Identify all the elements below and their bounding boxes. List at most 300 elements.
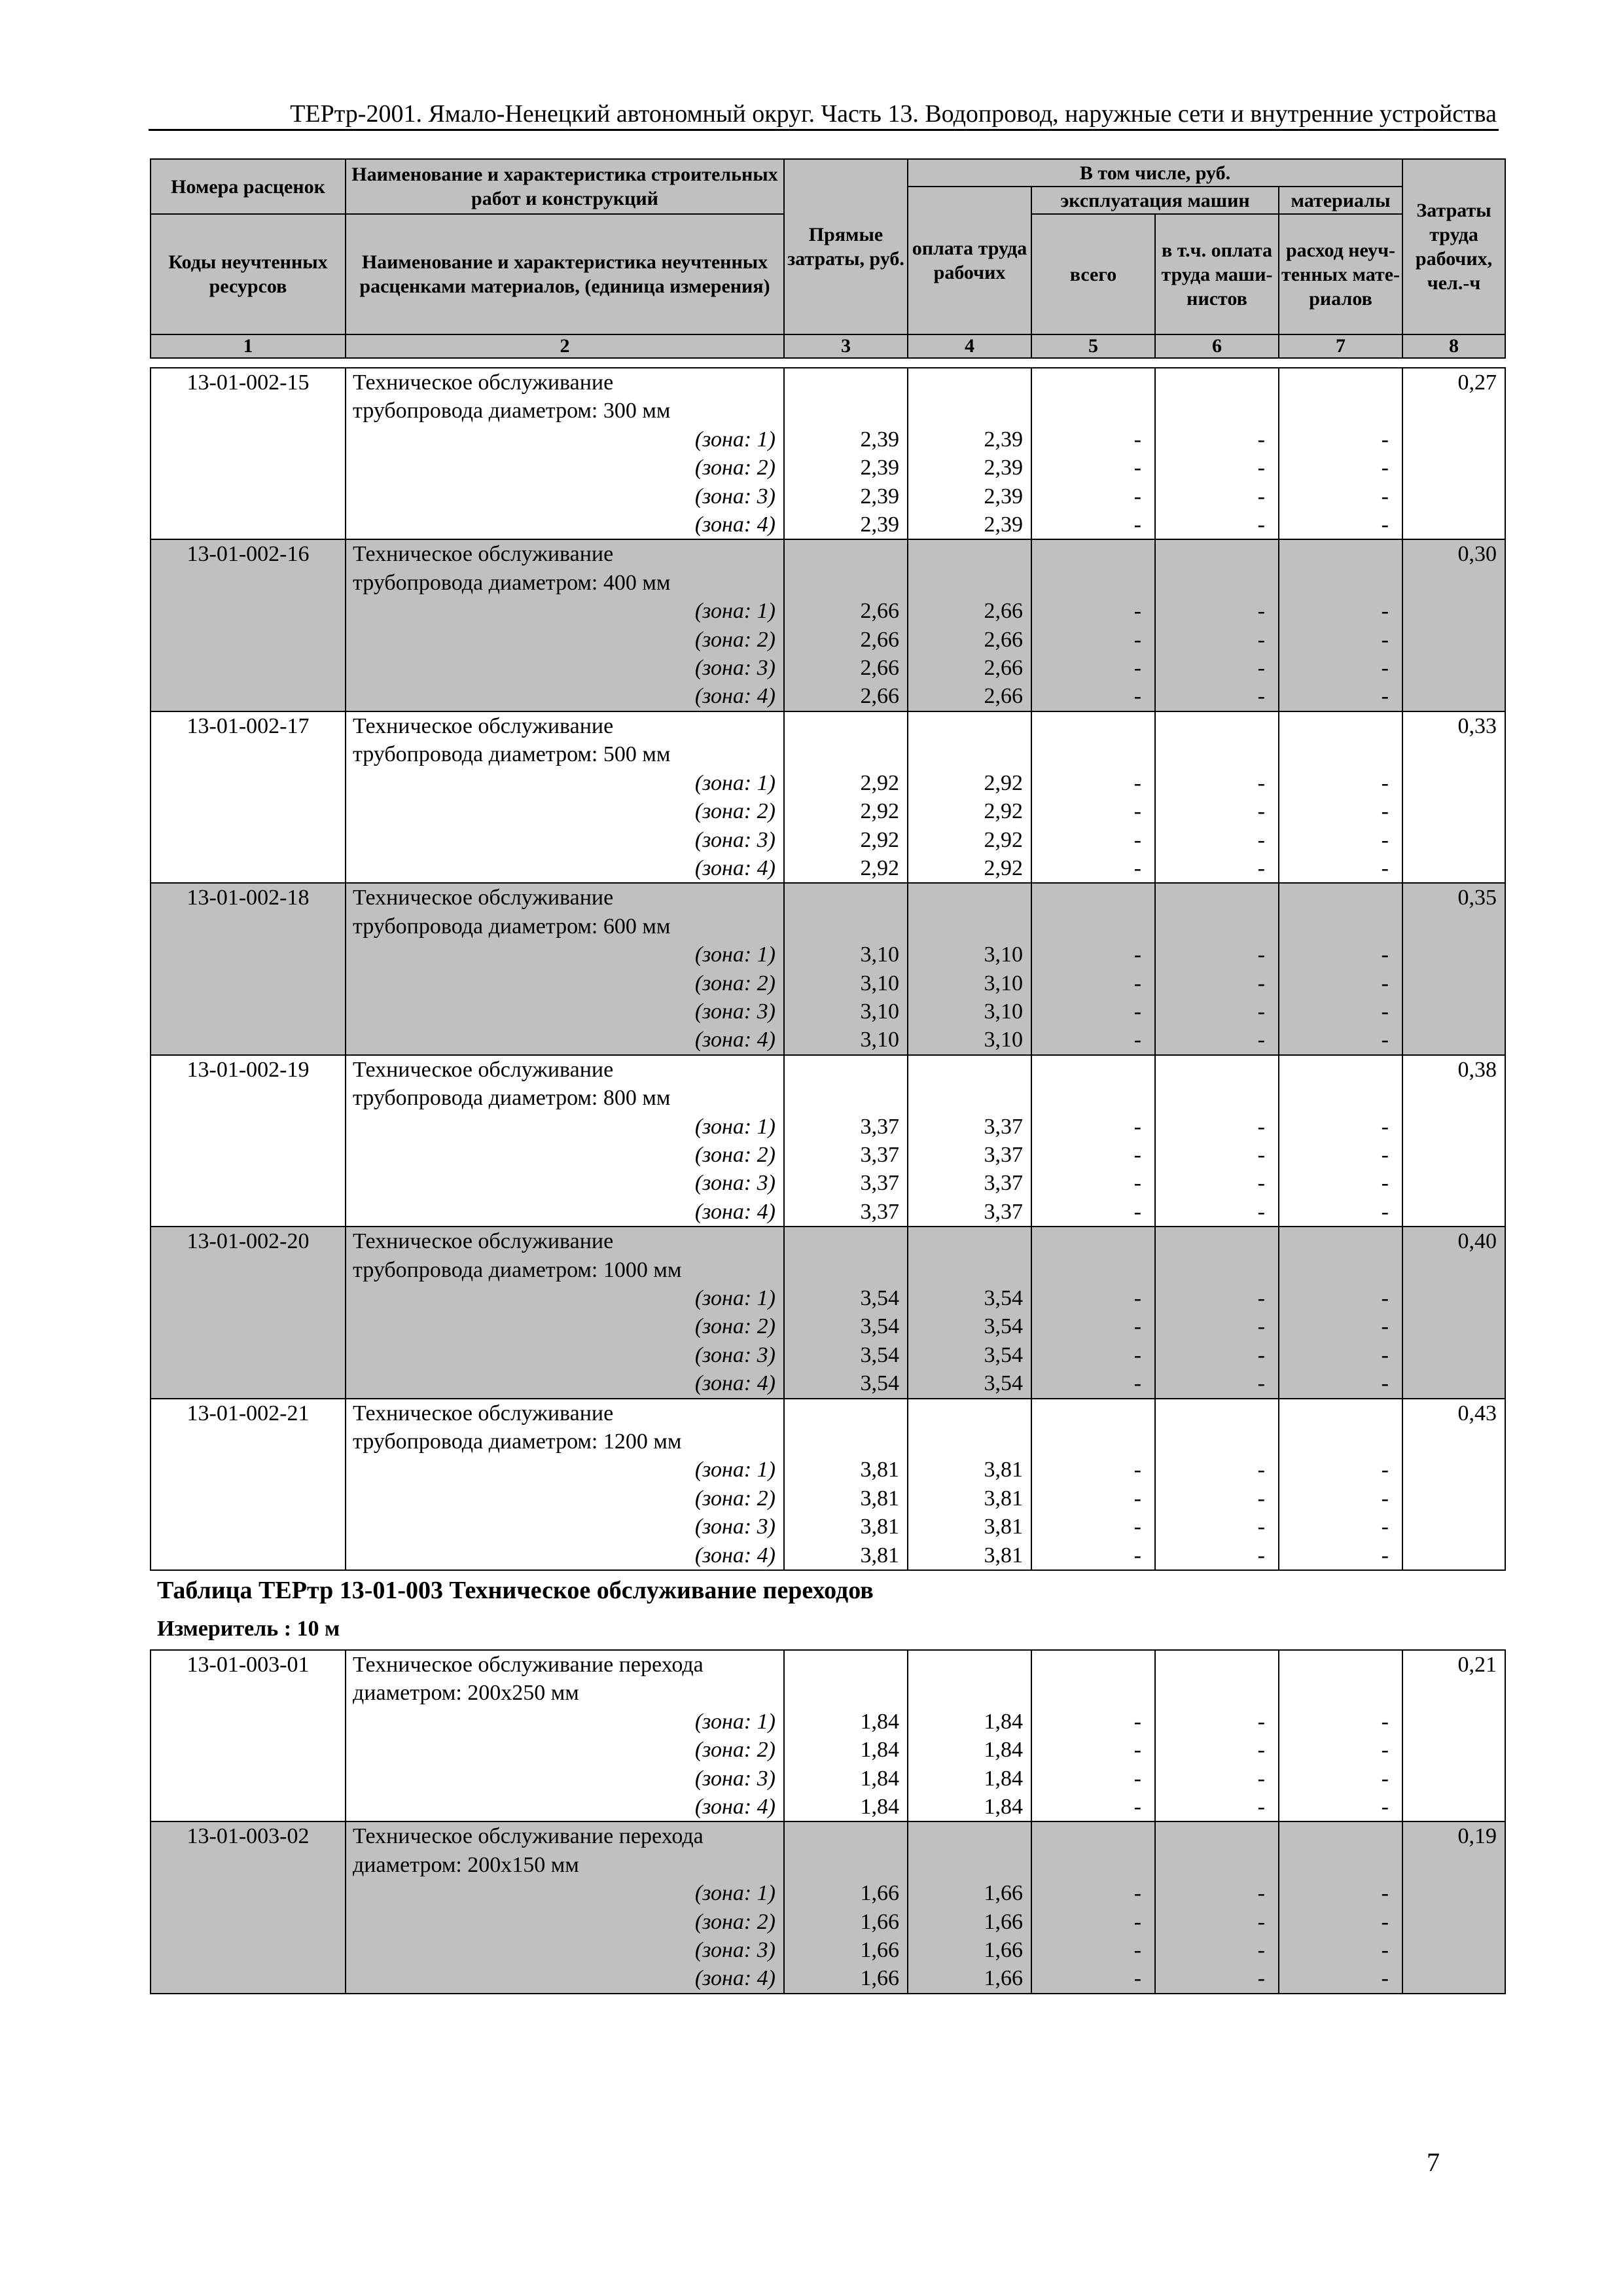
direct-cost-value: 1,66 [784,1964,908,1993]
zone-label: (зона: 4) [346,511,784,539]
zone-label: (зона: 1) [346,1456,784,1484]
rate-name-line2: трубопровода диаметром: 800 мм [346,1084,784,1112]
worker-pay-value: 3,54 [908,1341,1031,1369]
rate-name-line2: трубопровода диаметром: 300 мм [346,397,784,425]
machines-total-value: - [1031,682,1155,711]
col-total: всего [1031,214,1155,334]
worker-pay-value: 2,92 [908,826,1031,854]
worker-pay-value: 2,66 [908,682,1031,711]
unaccounted-materials-value: - [1279,1141,1402,1169]
empty-cell [908,1399,1031,1456]
empty-cell [1155,1227,1279,1284]
worker-pay-value: 2,66 [908,654,1031,682]
rate-code: 13-01-002-16 [151,539,346,711]
col-materials: материалы [1279,187,1402,214]
machines-total-value: - [1031,454,1155,482]
unaccounted-materials-value: - [1279,1284,1402,1312]
worker-pay-value: 3,10 [908,1026,1031,1054]
direct-cost-value: 1,66 [784,1908,908,1936]
machinist-pay-value: - [1155,1369,1279,1398]
machines-total-value: - [1031,626,1155,654]
machinist-pay-value: - [1155,1456,1279,1484]
rate-name-line2: диаметром: 200х250 мм [346,1679,784,1707]
rate-name-line2: трубопровода диаметром: 400 мм [346,569,784,597]
unaccounted-materials-value: - [1279,1169,1402,1197]
machines-total-value: - [1031,797,1155,825]
col-number: 5 [1031,334,1155,358]
rate-code: 13-01-002-21 [151,1399,346,1570]
rate-row [151,1650,1505,1821]
rate-name-line1: Техническое обслуживание [346,883,784,912]
machinist-pay-value: - [1155,511,1279,539]
worker-pay-value: 3,37 [908,1141,1031,1169]
unaccounted-materials-value: - [1279,1198,1402,1227]
empty-cell [1031,1650,1155,1708]
direct-cost-value: 2,66 [784,654,908,682]
empty-cell [1031,883,1155,941]
rate-name-line1: Техническое обслуживание [346,539,784,568]
worker-pay-value: 2,92 [908,797,1031,825]
machinist-pay-value: - [1155,1513,1279,1541]
rate-row [151,1227,1505,1398]
labor-cost: 0,40 [1402,1227,1505,1398]
unaccounted-materials-value: - [1279,1908,1402,1936]
zone-label: (зона: 2) [346,1484,784,1513]
empty-cell [1155,539,1279,597]
machines-total-value: - [1031,941,1155,969]
machines-total-value: - [1031,1169,1155,1197]
unaccounted-materials-value: - [1279,1312,1402,1340]
rate-name-line2: трубопровода диаметром: 500 мм [346,740,784,768]
machines-total-value: - [1031,1936,1155,1964]
worker-pay-value: 1,84 [908,1736,1031,1764]
empty-cell [1031,1399,1155,1456]
machinist-pay-value: - [1155,654,1279,682]
empty-cell [908,1055,1031,1113]
rate-code: 13-01-003-02 [151,1821,346,1993]
zone-label: (зона: 4) [346,1964,784,1993]
machines-total-value: - [1031,654,1155,682]
col-number: 2 [346,334,784,358]
zone-label: (зона: 3) [346,997,784,1026]
zone-label: (зона: 2) [346,1736,784,1764]
machines-total-value: - [1031,1793,1155,1821]
zone-label: (зона: 1) [346,1113,784,1141]
machinist-pay-value: - [1155,482,1279,511]
zone-label: (зона: 4) [346,854,784,883]
unaccounted-materials-value: - [1279,1484,1402,1513]
zone-label: (зона: 4) [346,1541,784,1570]
worker-pay-value: 3,54 [908,1312,1031,1340]
unaccounted-materials-value: - [1279,1113,1402,1141]
direct-cost-value: 2,92 [784,854,908,883]
machinist-pay-value: - [1155,1736,1279,1764]
worker-pay-value: 2,39 [908,482,1031,511]
machines-total-value: - [1031,769,1155,797]
zone-label: (зона: 3) [346,654,784,682]
labor-cost: 0,43 [1402,1399,1505,1570]
empty-cell [784,1227,908,1284]
worker-pay-value: 3,10 [908,941,1031,969]
direct-cost-value: 1,84 [784,1765,908,1793]
machinist-pay-value: - [1155,1793,1279,1821]
empty-cell [1279,1821,1402,1879]
rate-code: 13-01-002-15 [151,368,346,539]
worker-pay-value: 1,66 [908,1964,1031,1993]
zone-label: (зона: 2) [346,626,784,654]
machinist-pay-value: - [1155,941,1279,969]
zone-label: (зона: 2) [346,454,784,482]
machines-total-value: - [1031,1736,1155,1764]
machines-total-value: - [1031,1484,1155,1513]
direct-cost-value: 1,66 [784,1879,908,1907]
zone-label: (зона: 3) [346,1765,784,1793]
rates-table-13-01-002 [150,367,1506,1571]
zone-label: (зона: 1) [346,597,784,625]
rate-row [151,1399,1505,1570]
rate-name-line1: Техническое обслуживание [346,368,784,397]
worker-pay-value: 1,84 [908,1765,1031,1793]
zone-label: (зона: 2) [346,969,784,997]
worker-pay-value: 2,66 [908,626,1031,654]
unaccounted-materials-value: - [1279,654,1402,682]
machines-total-value: - [1031,1312,1155,1340]
col-number: 7 [1279,334,1402,358]
col-number: 3 [784,334,908,358]
unaccounted-materials-value: - [1279,597,1402,625]
machinist-pay-value: - [1155,1484,1279,1513]
worker-pay-value: 3,37 [908,1198,1031,1227]
unaccounted-materials-value: - [1279,1936,1402,1964]
zone-label: (зона: 2) [346,797,784,825]
machines-total-value: - [1031,1708,1155,1736]
direct-cost-value: 2,39 [784,425,908,454]
machines-total-value: - [1031,482,1155,511]
zone-label: (зона: 1) [346,1708,784,1736]
direct-cost-value: 1,84 [784,1736,908,1764]
direct-cost-value: 3,37 [784,1141,908,1169]
worker-pay-value: 2,66 [908,597,1031,625]
labor-cost: 0,35 [1402,883,1505,1054]
col-unaccounted-materials: расход неуч- тенных мате- риалов [1279,214,1402,334]
machinist-pay-value: - [1155,597,1279,625]
machinist-pay-value: - [1155,969,1279,997]
empty-cell [1155,1399,1279,1456]
direct-cost-value: 1,84 [784,1793,908,1821]
zone-label: (зона: 1) [346,941,784,969]
empty-cell [1279,1055,1402,1113]
unaccounted-materials-value: - [1279,1765,1402,1793]
measure-unit: Измеритель : 10 м [157,1617,340,1641]
direct-cost-value: 3,10 [784,1026,908,1054]
empty-cell [784,711,908,769]
empty-cell [784,368,908,425]
direct-cost-value: 3,54 [784,1369,908,1398]
machinist-pay-value: - [1155,1198,1279,1227]
machinist-pay-value: - [1155,1708,1279,1736]
col-number: 4 [908,334,1031,358]
direct-cost-value: 3,81 [784,1456,908,1484]
zone-label: (зона: 2) [346,1908,784,1936]
labor-cost: 0,21 [1402,1650,1505,1821]
col-material-name: Наименование и характеристика неучтенных расценками материалов, (единица измерения) [346,214,784,334]
worker-pay-value: 3,81 [908,1513,1031,1541]
machinist-pay-value: - [1155,1169,1279,1197]
worker-pay-value: 3,81 [908,1456,1031,1484]
machines-total-value: - [1031,1908,1155,1936]
empty-cell [1155,1821,1279,1879]
worker-pay-value: 3,54 [908,1369,1031,1398]
direct-cost-value: 3,37 [784,1169,908,1197]
empty-cell [1155,711,1279,769]
direct-cost-value: 3,10 [784,941,908,969]
rate-row [151,368,1505,539]
direct-cost-value: 2,39 [784,454,908,482]
worker-pay-value: 2,92 [908,854,1031,883]
direct-cost-value: 2,39 [784,511,908,539]
unaccounted-materials-value: - [1279,682,1402,711]
empty-cell [784,1650,908,1708]
empty-cell [1279,883,1402,941]
machines-total-value: - [1031,1541,1155,1570]
direct-cost-value: 2,92 [784,769,908,797]
machines-total-value: - [1031,1141,1155,1169]
rate-code: 13-01-002-18 [151,883,346,1054]
direct-cost-value: 2,39 [784,482,908,511]
unaccounted-materials-value: - [1279,1736,1402,1764]
machinist-pay-value: - [1155,854,1279,883]
direct-cost-value: 2,66 [784,682,908,711]
zone-label: (зона: 1) [346,1284,784,1312]
unaccounted-materials-value: - [1279,626,1402,654]
machines-total-value: - [1031,854,1155,883]
rate-row [151,1821,1505,1993]
col-rate-numbers: Номера расценок [151,159,346,214]
direct-cost-value: 1,84 [784,1708,908,1736]
machines-total-value: - [1031,1513,1155,1541]
rate-name-line1: Техническое обслуживание перехода [346,1821,784,1850]
machinist-pay-value: - [1155,797,1279,825]
empty-cell [1031,539,1155,597]
machinist-pay-value: - [1155,1964,1279,1993]
direct-cost-value: 2,66 [784,597,908,625]
worker-pay-value: 3,37 [908,1113,1031,1141]
empty-cell [1155,883,1279,941]
machinist-pay-value: - [1155,1341,1279,1369]
rate-name-line1: Техническое обслуживание перехода [346,1650,784,1679]
rate-name-line2: трубопровода диаметром: 1000 мм [346,1256,784,1284]
direct-cost-value: 3,81 [784,1513,908,1541]
worker-pay-value: 3,54 [908,1284,1031,1312]
machines-total-value: - [1031,969,1155,997]
rate-name-line1: Техническое обслуживание [346,1399,784,1427]
worker-pay-value: 2,92 [908,769,1031,797]
unaccounted-materials-value: - [1279,1341,1402,1369]
worker-pay-value: 2,39 [908,454,1031,482]
empty-cell [784,1055,908,1113]
labor-cost: 0,30 [1402,539,1505,711]
col-worker-pay: оплата труда рабочих [908,187,1031,334]
empty-cell [908,883,1031,941]
rate-name-line1: Техническое обслуживание [346,711,784,740]
empty-cell [908,368,1031,425]
empty-cell [1155,1055,1279,1113]
machinist-pay-value: - [1155,425,1279,454]
zone-label: (зона: 1) [346,1879,784,1907]
rate-code: 13-01-002-20 [151,1227,346,1398]
machinist-pay-value: - [1155,1026,1279,1054]
empty-cell [784,883,908,941]
machines-total-value: - [1031,826,1155,854]
col-resource-codes: Коды неучтенных ресурсов [151,214,346,334]
empty-cell [1279,1227,1402,1284]
col-number: 8 [1402,334,1505,358]
machines-total-value: - [1031,1341,1155,1369]
empty-cell [1279,1650,1402,1708]
machinist-pay-value: - [1155,1936,1279,1964]
zone-label: (зона: 4) [346,1793,784,1821]
machinist-pay-value: - [1155,1113,1279,1141]
machinist-pay-value: - [1155,1312,1279,1340]
unaccounted-materials-value: - [1279,1708,1402,1736]
empty-cell [784,1399,908,1456]
direct-cost-value: 3,54 [784,1312,908,1340]
machines-total-value: - [1031,1113,1155,1141]
machines-total-value: - [1031,1284,1155,1312]
empty-cell [1031,1055,1155,1113]
unaccounted-materials-value: - [1279,511,1402,539]
rates-table-13-01-003 [150,1649,1506,1994]
unaccounted-materials-value: - [1279,797,1402,825]
machinist-pay-value: - [1155,454,1279,482]
unaccounted-materials-value: - [1279,997,1402,1026]
machines-total-value: - [1031,997,1155,1026]
col-labor-costs: Затраты труда рабочих, чел.-ч [1402,159,1505,334]
zone-label: (зона: 1) [346,425,784,454]
unaccounted-materials-value: - [1279,1513,1402,1541]
unaccounted-materials-value: - [1279,425,1402,454]
empty-cell [784,1821,908,1879]
direct-cost-value: 2,66 [784,626,908,654]
machines-total-value: - [1031,597,1155,625]
direct-cost-value: 3,10 [784,997,908,1026]
labor-cost: 0,38 [1402,1055,1505,1227]
worker-pay-value: 3,10 [908,969,1031,997]
direct-cost-value: 3,81 [784,1484,908,1513]
direct-cost-value: 3,37 [784,1113,908,1141]
worker-pay-value: 3,81 [908,1541,1031,1570]
col-number: 6 [1155,334,1279,358]
unaccounted-materials-value: - [1279,1879,1402,1907]
direct-cost-value: 3,37 [784,1198,908,1227]
zone-label: (зона: 3) [346,1513,784,1541]
rate-name-line2: диаметром: 200х150 мм [346,1851,784,1879]
empty-cell [908,1227,1031,1284]
labor-cost: 0,27 [1402,368,1505,539]
rate-row [151,539,1505,711]
worker-pay-value: 2,39 [908,511,1031,539]
zone-label: (зона: 3) [346,1169,784,1197]
machinist-pay-value: - [1155,1541,1279,1570]
direct-cost-value: 3,81 [784,1541,908,1570]
rates-table-header [150,158,1506,359]
col-number: 1 [151,334,346,358]
labor-cost: 0,19 [1402,1821,1505,1993]
machinist-pay-value: - [1155,1879,1279,1907]
col-work-name: Наименование и характеристика строительных работ и конструкций [346,159,784,214]
machinist-pay-value: - [1155,626,1279,654]
direct-cost-value: 3,54 [784,1284,908,1312]
worker-pay-value: 2,39 [908,425,1031,454]
direct-cost-value: 3,54 [784,1341,908,1369]
worker-pay-value: 1,84 [908,1793,1031,1821]
empty-cell [1279,1399,1402,1456]
zone-label: (зона: 2) [346,1141,784,1169]
machines-total-value: - [1031,511,1155,539]
rate-name-line2: трубопровода диаметром: 1200 мм [346,1427,784,1456]
rate-name-line2: трубопровода диаметром: 600 мм [346,912,784,941]
direct-cost-value: 2,92 [784,826,908,854]
machines-total-value: - [1031,1369,1155,1398]
worker-pay-value: 3,81 [908,1484,1031,1513]
machinist-pay-value: - [1155,682,1279,711]
empty-cell [908,1821,1031,1879]
zone-label: (зона: 3) [346,1936,784,1964]
col-direct-costs: Прямые затраты, руб. [784,159,908,334]
worker-pay-value: 1,84 [908,1708,1031,1736]
empty-cell [784,539,908,597]
worker-pay-value: 3,10 [908,997,1031,1026]
empty-cell [1155,368,1279,425]
direct-cost-value: 2,92 [784,797,908,825]
empty-cell [1031,368,1155,425]
machines-total-value: - [1031,1879,1155,1907]
rate-row [151,883,1505,1054]
worker-pay-value: 1,66 [908,1879,1031,1907]
rate-code: 13-01-002-17 [151,711,346,883]
rate-row [151,1055,1505,1227]
worker-pay-value: 1,66 [908,1908,1031,1936]
rate-row [151,711,1505,883]
direct-cost-value: 1,66 [784,1936,908,1964]
machines-total-value: - [1031,1964,1155,1993]
machinist-pay-value: - [1155,1908,1279,1936]
col-machine-operation: эксплуатация машин [1031,187,1279,214]
worker-pay-value: 1,66 [908,1936,1031,1964]
unaccounted-materials-value: - [1279,1026,1402,1054]
zone-label: (зона: 2) [346,1312,784,1340]
unaccounted-materials-value: - [1279,941,1402,969]
unaccounted-materials-value: - [1279,1456,1402,1484]
header-rule [149,129,1499,131]
labor-cost: 0,33 [1402,711,1505,883]
empty-cell [1279,368,1402,425]
machines-total-value: - [1031,1765,1155,1793]
col-including: В том числе, руб. [908,159,1402,187]
empty-cell [908,711,1031,769]
worker-pay-value: 3,37 [908,1169,1031,1197]
machines-total-value: - [1031,425,1155,454]
unaccounted-materials-value: - [1279,1964,1402,1993]
unaccounted-materials-value: - [1279,1793,1402,1821]
direct-cost-value: 3,10 [784,969,908,997]
unaccounted-materials-value: - [1279,826,1402,854]
rate-code: 13-01-003-01 [151,1650,346,1821]
unaccounted-materials-value: - [1279,969,1402,997]
page-number: 7 [1427,2147,1440,2177]
empty-cell [1155,1650,1279,1708]
machinist-pay-value: - [1155,1141,1279,1169]
